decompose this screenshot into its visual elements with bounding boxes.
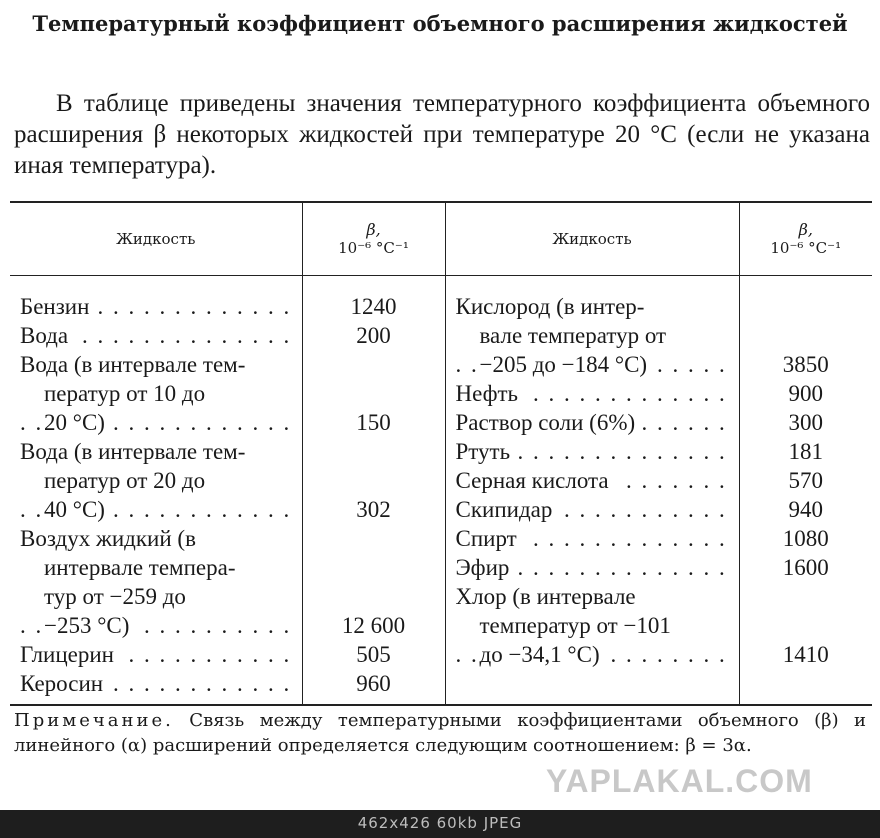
right-liquid-line <box>446 437 739 466</box>
liquid-name-text: 40 °C) <box>44 497 111 522</box>
liquid-name-text: 20 °C) <box>44 410 111 435</box>
page-title: Температурный коэффициент объемного расширения жидкостей <box>32 11 848 36</box>
image-info-text: 462x426 60kb JPEG <box>357 814 523 832</box>
right-values-column <box>739 276 872 706</box>
liquid-name <box>10 292 302 321</box>
image-info-bar <box>0 810 880 838</box>
right-beta-value: 1080 <box>782 526 829 551</box>
liquid-name <box>10 466 302 495</box>
left-beta-value: 12 600 <box>341 613 406 638</box>
liquid-name <box>446 437 739 466</box>
right-liquid-line <box>446 524 739 553</box>
liquid-name-text: Воздух жидкий (в <box>20 526 202 551</box>
liquid-name-text: тур от −259 до <box>44 584 192 609</box>
right-liquid-line <box>446 350 739 379</box>
left-liquid-line <box>10 321 302 350</box>
liquid-name <box>10 321 302 350</box>
liquid-name <box>10 669 302 698</box>
liquid-name <box>446 524 739 553</box>
left-beta-value: 200 <box>356 323 391 348</box>
right-liquid-line <box>446 495 739 524</box>
right-beta-value: 181 <box>788 439 823 464</box>
liquid-name-text: ператур от 20 до <box>44 468 211 493</box>
right-liquid-line <box>446 640 739 669</box>
right-beta-value: 570 <box>788 468 823 493</box>
liquid-name <box>10 582 302 611</box>
value-spacer <box>303 379 445 408</box>
left-liquid-line <box>10 640 302 669</box>
liquid-name <box>446 640 739 669</box>
left-liquid-line <box>10 582 302 611</box>
liquid-name-text: ператур от 10 до <box>44 381 211 406</box>
value-spacer <box>740 582 873 611</box>
header-beta-unit: 10⁻⁶ °C⁻¹ <box>770 239 842 257</box>
liquid-name <box>10 437 302 466</box>
liquid-name <box>446 321 739 350</box>
liquid-name-text: Кислород (в интер- <box>456 294 651 319</box>
liquid-name-text: Керосин <box>20 671 109 696</box>
header-liquid-right: Жидкость <box>445 202 739 276</box>
header-beta-unit: 10⁻⁶ °C⁻¹ <box>338 239 409 257</box>
right-liquid-line <box>446 553 739 582</box>
liquid-name-text: Вода (в интервале тем- <box>20 352 251 377</box>
value-spacer <box>303 350 445 379</box>
left-liquid-line <box>10 408 302 437</box>
left-liquid-line <box>10 350 302 379</box>
liquid-name-text: интервале темпера- <box>44 555 241 580</box>
liquid-name-text: Нефть <box>456 381 525 406</box>
liquid-name-text: Скипидар <box>456 497 559 522</box>
liquid-name <box>446 350 739 379</box>
value-spacer <box>740 292 873 321</box>
liquid-name <box>10 553 302 582</box>
value-spacer <box>303 553 445 582</box>
liquid-name <box>10 350 302 379</box>
right-beta-value: 300 <box>788 410 823 435</box>
value-spacer <box>740 321 873 350</box>
liquid-name <box>446 582 739 611</box>
header-beta-symbol: β, <box>798 220 813 239</box>
left-beta-value: 960 <box>356 671 391 696</box>
liquid-name-text: Хлор (в интервале <box>456 584 642 609</box>
header-beta-left <box>302 202 445 276</box>
liquid-name-text: Вода <box>20 323 74 348</box>
left-beta-value: 505 <box>356 642 391 667</box>
right-beta-value: 900 <box>788 381 823 406</box>
liquid-name <box>446 611 739 640</box>
liquid-name-text: Ртуть <box>456 439 517 464</box>
intro-paragraph <box>14 88 870 181</box>
left-names-column <box>10 276 302 706</box>
left-liquid-line <box>10 553 302 582</box>
left-liquid-line <box>10 524 302 553</box>
liquid-name-text: Бензин <box>20 294 95 319</box>
liquid-name <box>10 379 302 408</box>
left-liquid-line <box>10 466 302 495</box>
liquid-name <box>446 408 739 437</box>
liquid-name <box>446 292 739 321</box>
right-beta-value: 1600 <box>782 555 829 580</box>
liquid-name-text: Спирт <box>456 526 523 551</box>
right-liquid-line <box>446 321 739 350</box>
liquid-name <box>446 379 739 408</box>
liquid-name <box>446 466 739 495</box>
right-liquid-line <box>446 379 739 408</box>
left-liquid-line <box>10 611 302 640</box>
liquid-name-text: Серная кислота <box>456 468 615 493</box>
left-beta-value: 150 <box>356 410 391 435</box>
table-header-row <box>10 202 872 276</box>
right-beta-value: 3850 <box>782 352 829 377</box>
left-liquid-line <box>10 437 302 466</box>
value-spacer <box>303 582 445 611</box>
table-note <box>14 708 866 758</box>
watermark: YAPLAKAL.COM <box>546 763 813 799</box>
left-liquid-line <box>10 379 302 408</box>
right-beta-value: 940 <box>788 497 823 522</box>
table-body-row <box>10 276 872 706</box>
left-beta-value: 1240 <box>350 294 397 319</box>
liquid-name-text: Раствор соли (6%) <box>456 410 642 435</box>
liquid-name-text: Эфир <box>456 555 516 580</box>
liquid-name <box>10 495 302 524</box>
left-liquid-line <box>10 292 302 321</box>
liquid-name <box>446 495 739 524</box>
liquid-name <box>10 524 302 553</box>
right-beta-value: 1410 <box>782 642 829 667</box>
expansion-table <box>10 201 872 706</box>
liquid-name <box>10 640 302 669</box>
left-liquid-line <box>10 669 302 698</box>
liquid-name <box>10 611 302 640</box>
liquid-name-text: −205 до −184 °C) <box>480 352 654 377</box>
note-label: Примечание. <box>14 710 174 731</box>
header-beta-symbol: β, <box>366 220 381 239</box>
note-text: Связь между температурными коэффициентами объемного (β) и линейного (α) расширений определяется следующим соотношением: β = 3α. <box>14 710 866 756</box>
right-liquid-line <box>446 582 739 611</box>
left-beta-value: 302 <box>356 497 391 522</box>
header-liquid-left: Жидкость <box>10 202 302 276</box>
right-names-column <box>445 276 739 706</box>
left-values-column <box>302 276 445 706</box>
intro-text: В таблице приведены значения температурного коэффициента объемного расширения β некоторых жидкостей при температуре 20 °C (если не указана иная температура). <box>14 90 870 179</box>
liquid-name-text: до −34,1 °C) <box>480 642 606 667</box>
liquid-name-text: вале температур от <box>480 323 673 348</box>
liquid-name-text: Вода (в интервале тем- <box>20 439 251 464</box>
right-liquid-line <box>446 611 739 640</box>
right-liquid-line <box>446 466 739 495</box>
right-liquid-line <box>446 292 739 321</box>
value-spacer <box>303 524 445 553</box>
value-spacer <box>740 611 873 640</box>
value-spacer <box>303 466 445 495</box>
left-liquid-line <box>10 495 302 524</box>
right-liquid-line <box>446 408 739 437</box>
liquid-name-text: Глицерин <box>20 642 120 667</box>
header-beta-right <box>739 202 872 276</box>
liquid-name <box>446 553 739 582</box>
liquid-name-text: −253 °C) <box>44 613 135 638</box>
value-spacer <box>303 437 445 466</box>
liquid-name <box>10 408 302 437</box>
liquid-name-text: температур от −101 <box>480 613 677 638</box>
